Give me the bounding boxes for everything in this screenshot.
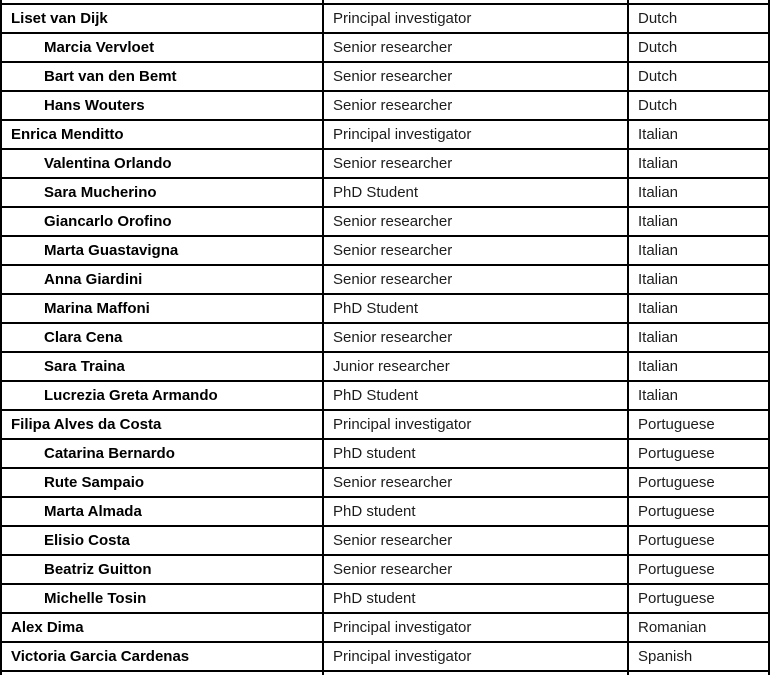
member-nationality-cell: Portuguese (638, 474, 715, 491)
member-name-cell: Catarina Bernardo (2, 440, 324, 467)
member-nationality-cell: Dutch (638, 10, 678, 27)
member-nationality-cell: Portuguese (638, 590, 715, 607)
member-role-cell: Junior researcher (324, 353, 629, 380)
member-role-cell: Senior researcher (324, 266, 629, 293)
member-nationality-cell: Italian (638, 126, 679, 143)
table-row (2, 411, 768, 440)
member-name-cell: Michelle Tosin (2, 585, 324, 612)
member-nationality-cell: Dutch (638, 68, 678, 85)
member-name-cell: Alex Dima (2, 614, 324, 641)
member-role-cell: Principal investigator (324, 5, 629, 32)
member-nationality-cell: Portuguese (638, 503, 715, 520)
member-name-cell: Marta Almada (2, 498, 324, 525)
member-role-cell: Senior researcher (324, 92, 629, 119)
member-role-cell: PhD student (324, 440, 629, 467)
member-name-cell: Victoria Garcia Cardenas (2, 643, 324, 670)
member-role-cell: PhD student (324, 498, 629, 525)
member-role-cell: PhD student (324, 585, 629, 612)
table-row (2, 92, 768, 121)
member-role-cell: Senior researcher (324, 208, 629, 235)
table-row (2, 556, 768, 585)
member-nationality-cell: Romanian (638, 619, 707, 636)
member-role-cell: Senior researcher (324, 34, 629, 61)
table-row (2, 527, 768, 556)
table-row (2, 179, 768, 208)
table-row (2, 382, 768, 411)
member-nationality-cell: Italian (638, 184, 679, 201)
member-nationality-cell: Italian (638, 155, 679, 172)
member-name-cell: Marina Maffoni (2, 295, 324, 322)
table-row (2, 237, 768, 266)
table-row (2, 440, 768, 469)
table-row (2, 643, 768, 672)
member-role-cell: Senior researcher (324, 556, 629, 583)
member-nationality-cell: Portuguese (638, 416, 715, 433)
member-nationality-cell: Italian (638, 300, 679, 317)
member-name-cell (2, 0, 324, 3)
table-row (2, 295, 768, 324)
member-nationality-cell (629, 0, 768, 3)
table-row (2, 34, 768, 63)
member-role-cell: Principal investigator (324, 411, 629, 438)
member-name-cell: Sara Mucherino (2, 179, 324, 206)
member-name-cell: Bart van den Bemt (2, 63, 324, 90)
member-name-cell: Filipa Alves da Costa (2, 411, 324, 438)
member-name-cell: Rute Sampaio (2, 469, 324, 496)
member-name-cell: Sara Traina (2, 353, 324, 380)
member-role-cell: Senior researcher (324, 150, 629, 177)
member-role-cell: Senior researcher (324, 527, 629, 554)
member-role-cell: Senior researcher (324, 237, 629, 264)
table-row (2, 324, 768, 353)
member-nationality-cell: Italian (638, 329, 679, 346)
member-name-cell: Hans Wouters (2, 92, 324, 119)
member-name-cell: Liset van Dijk (2, 5, 324, 32)
member-role-cell: PhD Student (324, 295, 629, 322)
member-nationality-cell: Portuguese (638, 561, 715, 578)
member-role-cell: PhD Student (324, 382, 629, 409)
table-row (2, 63, 768, 92)
table-row (2, 121, 768, 150)
member-name-cell: Beatriz Guitton (2, 556, 324, 583)
table-row (2, 208, 768, 237)
member-name-cell: Marcia Vervloet (2, 34, 324, 61)
table-row (2, 5, 768, 34)
table-row (2, 469, 768, 498)
member-role-cell: Senior researcher (324, 469, 629, 496)
member-role-cell: Senior researcher (324, 63, 629, 90)
member-role-cell (324, 0, 629, 3)
member-name-cell: Clara Cena (2, 324, 324, 351)
table-row (2, 353, 768, 382)
member-name-cell: Marta Guastavigna (2, 237, 324, 264)
table-row (2, 150, 768, 179)
member-role-cell: PhD Student (324, 179, 629, 206)
member-name-cell: Valentina Orlando (2, 150, 324, 177)
member-nationality-cell: Dutch (638, 97, 678, 114)
member-name-cell: Elisio Costa (2, 527, 324, 554)
table-row (2, 498, 768, 527)
member-nationality-cell: Italian (638, 271, 679, 288)
member-role-cell: Principal investigator (324, 614, 629, 641)
member-name-cell: Enrica Menditto (2, 121, 324, 148)
member-nationality-cell: Italian (638, 213, 679, 230)
table-row (2, 614, 768, 643)
member-nationality-cell: Italian (638, 387, 679, 404)
member-role-cell: Principal investigator (324, 121, 629, 148)
member-role-cell: Senior researcher (324, 324, 629, 351)
member-nationality-cell: Dutch (638, 39, 678, 56)
member-name-cell: Giancarlo Orofino (2, 208, 324, 235)
member-nationality-cell: Spanish (638, 648, 693, 665)
table-row (2, 585, 768, 614)
member-role-cell: Principal investigator (324, 643, 629, 670)
member-nationality-cell: Portuguese (638, 532, 715, 549)
member-name-cell: Anna Giardini (2, 266, 324, 293)
table-row (2, 266, 768, 295)
member-nationality-cell: Italian (638, 242, 679, 259)
member-nationality-cell: Italian (638, 358, 679, 375)
member-nationality-cell: Portuguese (638, 445, 715, 462)
member-name-cell: Lucrezia Greta Armando (2, 382, 324, 409)
